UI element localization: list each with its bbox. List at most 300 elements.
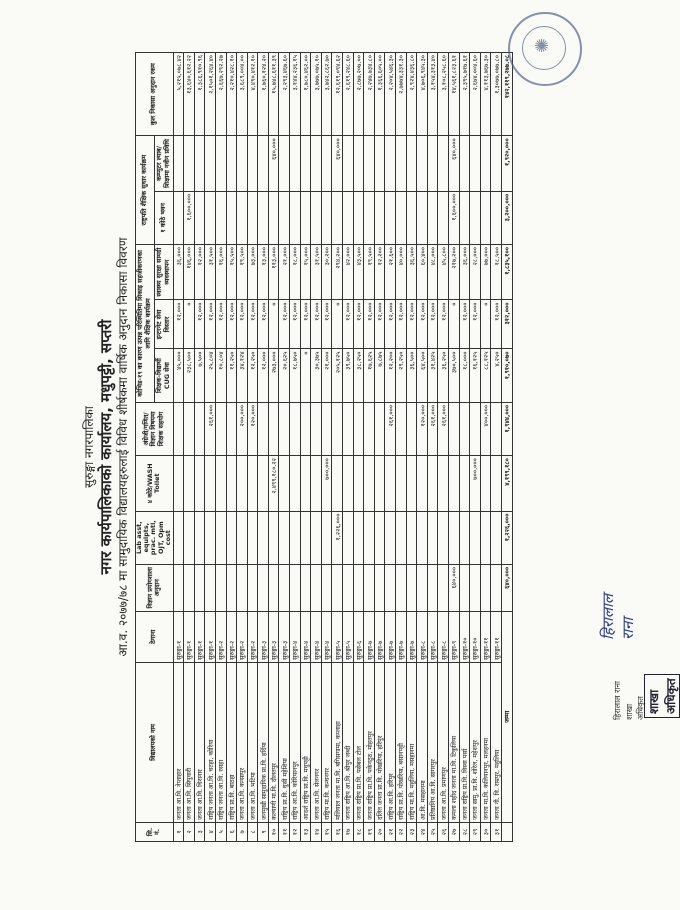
cell-lab [480,564,491,611]
cell-room: १,६००,००० [184,191,195,244]
cell-labasst [215,511,226,564]
cell-room [311,191,322,244]
cell-wash [374,456,385,511]
cell-computer [321,136,332,191]
cell-labasst [353,511,364,564]
cell-ward: सुरुङ्गा-४ [300,611,311,662]
cell-wash [491,456,502,511]
cell-ward: सुरुङ्गा-१ [184,611,195,662]
cell-sn: १५ [321,822,332,841]
cell-ward: सुरुङ्गा-७ [385,611,396,662]
cell-teacher [268,402,279,455]
cell-cug: ३७०,५०० [448,349,459,402]
table-row [396,53,407,842]
cell-labasst [406,511,417,564]
cell-school: जनता राष्ट्रिय प्रा.वि. पकेनठुठ, मोहतपुर [364,662,375,822]
cell-internet: १२,००० [427,300,438,349]
totals-labasst: १,२२६,००० [501,511,512,564]
cell-total: १,३६६,६०५.०० [374,53,385,136]
cell-health: १९,५०० [364,244,375,299]
cell-cug: ३८,२५० [353,349,364,402]
cell-internet: १२,००० [258,300,269,349]
cell-school: राष्ट्रिय मा.वि. कन्धनगर [321,662,332,822]
cell-ward: सुरुङ्गा-९ [448,611,459,662]
col-teacher: अंग्रेजी/गणित/ विज्ञान विषयमा शिक्षक सहयोग [135,402,173,455]
table-row [321,53,332,842]
table-row [491,53,502,842]
cell-ward: सुरुङ्गा-७ [374,611,385,662]
cell-health: ४५,८०० [438,244,449,299]
cell-total: २,६७४,००४.६० [470,53,481,136]
cell-ward: सुरुङ्गा-१० [459,611,470,662]
totals-cug: १,९१०,०७० [501,349,512,402]
cell-internet: १२,००० [459,300,470,349]
cell-teacher [184,402,195,455]
cell-computer [343,136,354,191]
cell-teacher: २६१,००० [205,402,216,455]
cell-internet: ० [184,300,195,349]
cell-computer [353,136,364,191]
cell-sn: ३१ [491,822,502,841]
cell-school: जनता राष्ट्रिय आ.वि. श्रीपुर जब्दी [343,662,354,822]
cell-total: १,३८६,९१०.९६ [194,53,205,136]
cell-lab [343,564,354,611]
cell-cug: ३६,२५० [438,349,449,402]
cell-cug: ३९,७५० [343,349,354,402]
cell-computer: ६४०,००० [448,136,459,191]
cell-teacher [332,402,343,455]
cell-computer [470,136,481,191]
signatory-post: शाखा अधिकृत [625,696,645,720]
cell-room [268,191,279,244]
cell-teacher [321,402,332,455]
cell-health: २१,६०० [385,244,396,299]
cell-room [343,191,354,244]
cell-wash [459,456,470,511]
cell-internet: १२,००० [321,300,332,349]
cell-cug: ६४,५०० [417,349,428,402]
table-row [237,53,248,842]
table-row [279,53,290,842]
cell-total: ४,११३,७६७.३० [480,53,491,136]
cell-total: २,६६७,२९२.२७ [215,53,226,136]
cell-internet: १२,००० [237,300,248,349]
cell-wash [406,456,417,511]
cell-labasst [459,511,470,564]
cell-ward: सुरुङ्गा-८ [427,611,438,662]
cell-school: राष्ट्रिय आ.वि. हरिपुर [385,662,396,822]
cell-total: १,७६०,१२४.२० [258,53,269,136]
table-row [385,53,396,842]
cell-labasst [184,511,195,564]
cell-school: राष्ट्रिय जनता आ.वि. रसहा [215,662,226,822]
cell-health: १३,००० [258,244,269,299]
cell-room [247,191,258,244]
cell-wash [448,456,459,511]
cell-computer [258,136,269,191]
cell-room [480,191,491,244]
cell-wash: २,४९९,१८०.२२ [268,456,279,511]
rotated-page [82,47,582,847]
cell-health: ३१,५०० [311,244,322,299]
cell-total: १४,५६१,८२३.६१ [448,53,459,136]
cell-school: जनमुखी सामुदायिक प्रा.वि. हर्दिया [258,662,269,822]
cell-school: प्रतिष्ठानिय आ.वि. सागरपुर [427,662,438,822]
totals-lab: ६४०,००० [501,564,512,611]
cell-teacher [374,402,385,455]
cell-sn: २१ [385,822,396,841]
cell-computer [364,136,375,191]
cell-teacher [353,402,364,455]
totals-internet: ३१२,००० [501,300,512,349]
cell-health: १२,२०० [374,244,385,299]
cell-total: १,७८०,४६२.०० [300,53,311,136]
seal-emblem-icon: ✺ [534,36,550,57]
cell-room [364,191,375,244]
cell-sn: २७ [448,822,459,841]
cell-computer [205,136,216,191]
cell-internet: १२,००० [385,300,396,349]
table-row [353,53,364,842]
cell-health: ३०,२०० [321,244,332,299]
cell-sn: १० [268,822,279,841]
table-row [470,53,481,842]
cell-ward: सुरुङ्गा-३ [258,611,269,662]
cell-health: १४६,००० [184,244,195,299]
cell-lab [353,564,364,611]
cell-school: जनता आ.वि. सेलनगर [311,662,322,822]
cell-school: राष्ट्रिय आ.वि. कोरियानपुर [290,662,301,822]
cell-labasst [321,511,332,564]
cell-ward: सुरुङ्गा-८ [417,611,428,662]
cell-ward: सुरुङ्गा-११ [491,611,502,662]
cell-ward: सुरुङ्गा-२ [247,611,258,662]
cell-school: जनता नी. वि. राम्रपुर, महुलिया [491,662,502,822]
cell-sn: ६ [226,822,237,841]
cell-cug: ३६,५०० [406,349,417,402]
table-row [184,53,195,842]
cell-teacher: १२०,००० [417,402,428,455]
cell-sn: २६ [438,822,449,841]
cell-teacher [470,402,481,455]
document-header [82,47,131,847]
cell-health: ६०,४०० [417,244,428,299]
cell-total: २,१५०१,२६४.४० [205,53,216,136]
cell-teacher [396,402,407,455]
cell-lab [427,564,438,611]
cell-internet: १२,००० [364,300,375,349]
cell-lab [215,564,226,611]
cell-internet: १२,००० [226,300,237,349]
cell-total: २,७७७४,३३१.३० [396,53,407,136]
col-computer: कम्प्युटर ल्याब/शिक्षामा नवीन प्रविधि [154,136,173,191]
cell-total: १३,६४०,६१२.२२ [184,53,195,136]
cell-wash: ७००,००० [321,456,332,511]
cell-labasst [226,511,237,564]
cell-cug: २१,००० [321,349,332,402]
cell-internet: ० [448,300,459,349]
cell-cug: ३०,३७५ [311,349,322,402]
cell-labasst: १,२२६,००० [332,511,343,564]
cell-ward: सुरुङ्गा-७ [364,611,375,662]
cell-computer [173,136,184,191]
cell-school: मलियाल जनता मा.वि. बगिसगामा, कप्लाहा [332,662,343,822]
cell-sn: ५ [215,822,226,841]
cell-room [215,191,226,244]
cell-computer: ६४०,००० [332,136,343,191]
cell-total: ३,१५४,३१३.४० [427,53,438,136]
cell-ward: सुरुङ्गा-१ [194,611,205,662]
cell-room: १,६००,००० [448,191,459,244]
cell-internet: १२,००० [491,300,502,349]
cell-sn: २४ [417,822,428,841]
cell-teacher [300,402,311,455]
cell-room [385,191,396,244]
table-row [459,53,470,842]
col-health: स्वास्थ्य सुरक्षा सामग्री व्यवस्थापन [154,244,173,299]
cell-cug: २५,८०४ [205,349,216,402]
cell-school: जनता आ.वि. नेप्ताहार [173,662,184,822]
cell-school: कल्याणी मा.वि. दौलतपुर [268,662,279,822]
cell-internet: ० [268,300,279,349]
table-row [406,53,417,842]
cell-wash [247,456,258,511]
officer-stamp: शाखा अधिकृत [644,674,680,718]
cell-sn: १ [173,822,184,841]
cell-cug: २९,२५० [396,349,407,402]
cell-computer [417,136,428,191]
cell-lab [385,564,396,611]
totals-total: १४२,११९,२७७.०८ [501,53,512,136]
table-row [427,53,438,842]
totals-row [501,53,512,842]
cell-school: जनता मा.वि. कलियानपुर, मलहनमा [480,662,491,822]
cell-computer [374,136,385,191]
col-ward: ठेगाना [135,611,173,662]
cell-room [374,191,385,244]
cell-room [417,191,428,244]
cell-lab [194,564,205,611]
office-name: नगर कार्यपालिकाको कार्यालय, मधुपट्टी, सप्तरी [97,319,115,575]
cell-lab [290,564,301,611]
table-row [247,53,258,842]
cell-lab [268,564,279,611]
cell-ward: सुरुङ्गा-६ [353,611,364,662]
cell-internet: १२,००० [194,300,205,349]
cell-health: ३६,००० [173,244,184,299]
cell-cug: ३१,४२५ [427,349,438,402]
cell-wash: ७००,००० [470,456,481,511]
cell-school: आदर्श राष्ट्रिय प्रा.वि. मधुपट्टी [300,662,311,822]
cell-room [470,191,481,244]
cell-total: २,९२४,४३६.८० [406,53,417,136]
col-sn: सि. नं. [135,822,173,841]
cell-ward: सुरुङ्गा-११ [480,611,491,662]
cell-wash [396,456,407,511]
cell-teacher: २६१,००० [385,402,396,455]
cell-computer [215,136,226,191]
cell-sn: ७ [237,822,248,841]
cell-health: १६,००० [215,244,226,299]
cell-wash [194,456,205,511]
municipality-seal [508,12,582,86]
table-row [374,53,385,842]
cell-school: जनता सामु. प्रा.वि. शोरेल, महेशपुर [470,662,481,822]
cell-labasst [311,511,322,564]
cell-wash [385,456,396,511]
cell-teacher [364,402,375,455]
totals-room: ३,२००,००० [501,191,512,244]
cell-total: ५,२१५,०७८.४२ [173,53,184,136]
cell-teacher [311,402,322,455]
totals-health: १,८३५,१०० [501,244,512,299]
cell-cug: १२,२५० [247,349,258,402]
cell-teacher [215,402,226,455]
signatory-name: हिरालाल राना [613,681,622,720]
table-row [173,53,184,842]
cell-computer [290,136,301,191]
cell-teacher [258,402,269,455]
col-total: कुल निकासा अनुदान रकम [135,53,173,136]
cell-lab [491,564,502,611]
cell-ward: सुरुङ्गा-१० [470,611,481,662]
cell-total: २,२०४,५४६.३० [385,53,396,136]
cell-sn: ३० [480,822,491,841]
cell-health: २१७,२०० [448,244,459,299]
cell-labasst [448,511,459,564]
cell-labasst [173,511,184,564]
cell-lab [417,564,428,611]
cell-wash [438,456,449,511]
cell-lab [311,564,322,611]
table-row [258,53,269,842]
cell-school: राष्ट्रिय मा.वि. महुलिया, मसहानमा [406,662,417,822]
table-row [364,53,375,842]
cell-teacher [194,402,205,455]
cell-sn: १८ [353,822,364,841]
cell-room [332,191,343,244]
cell-sn: ४ [205,822,216,841]
totals-computer: १,९२०,००० [501,136,512,191]
col-internet: इन्टरनेट सेवा विस्तार [154,300,173,349]
cell-sn: १४ [311,822,322,841]
cell-labasst [491,511,502,564]
cell-cug: १८,००० [459,349,470,402]
cell-lab [237,564,248,611]
cell-wash [205,456,216,511]
totals-wash: ४,१९९,१८० [501,456,512,511]
cell-sn: २५ [427,822,438,841]
cell-cug: १०,८०४ [215,349,226,402]
table-row [205,53,216,842]
cell-computer [491,136,502,191]
cell-lab [364,564,375,611]
cell-total: ३,१४४,२३६.१५ [290,53,301,136]
totals-label: जम्मा [501,611,512,822]
cell-sn: २८ [459,822,470,841]
cell-lab [459,564,470,611]
cell-labasst [247,511,258,564]
cell-wash [353,456,364,511]
cell-internet: १२,००० [290,300,301,349]
cell-internet: १२,००० [438,300,449,349]
cell-sn: १७ [343,822,354,841]
cell-wash [184,456,195,511]
cell-labasst [279,511,290,564]
cell-wash [300,456,311,511]
cell-ward: सुरुङ्गा-५ [343,611,354,662]
cell-room [427,191,438,244]
cell-total: २,३९५,७१७.६१ [459,53,470,136]
cell-wash [226,456,237,511]
cell-labasst [205,511,216,564]
cell-cug: १२,२०० [385,349,396,402]
cell-room [491,191,502,244]
cell-labasst [385,511,396,564]
cell-room [353,191,364,244]
cell-internet: १२,००० [300,300,311,349]
cell-wash [173,456,184,511]
cell-sn: ३ [194,822,205,841]
cell-sn: ८ [247,822,258,841]
cell-cug: ८८,१२५ [480,349,491,402]
signature: हिरालाल राना [599,593,637,640]
cell-labasst [300,511,311,564]
cell-sn: १३ [300,822,311,841]
cell-total: १२,६१९,०९४.६२ [332,53,343,136]
totals-sn [501,822,512,841]
cell-room [194,191,205,244]
cell-computer [237,136,248,191]
cell-wash [480,456,491,511]
cell-teacher: ४००,००० [480,402,491,455]
cell-wash [258,456,269,511]
cell-cug: ११,२५० [226,349,237,402]
cell-total: २,२९३,४६७.६० [279,53,290,136]
cell-school: कमला शहीद जनता मा.वि. टिकुलिया [448,662,459,822]
cell-wash [290,456,301,511]
cell-ward: सुरुङ्गा-१ [173,611,184,662]
cell-total: २,२१०,४२८.१० [226,53,237,136]
cell-labasst [290,511,301,564]
cell-computer [427,136,438,191]
cell-lab [173,564,184,611]
cell-lab [226,564,237,611]
cell-total: १५,७४८,६११.३९ [268,53,279,136]
col-labasst: Lab asst, equipts, prac. mtl, OJT, Opm cost [135,511,173,564]
cell-ward: सुरुङ्गा-४ [290,611,301,662]
cell-internet: १२,००० [417,300,428,349]
cell-room [459,191,470,244]
cell-wash [364,456,375,511]
cell-sn: २० [374,822,385,841]
cell-internet: १२,००० [173,300,184,349]
cell-lab: ६४०,००० [448,564,459,611]
cell-wash [311,456,322,511]
table-row [311,53,322,842]
cell-computer [459,136,470,191]
table-row [417,53,428,842]
cell-room [279,191,290,244]
cell-sn: ९ [258,822,269,841]
cell-school: जनता आ.वि. कन्सापुर [237,662,248,822]
cell-teacher: २६१,००० [427,402,438,455]
cell-computer [194,136,205,191]
cell-sn: २३ [406,822,417,841]
cell-internet: ० [480,300,491,349]
cell-cug: १२,००० [258,349,269,402]
cell-ward: सुरुङ्गा-४ [311,611,322,662]
